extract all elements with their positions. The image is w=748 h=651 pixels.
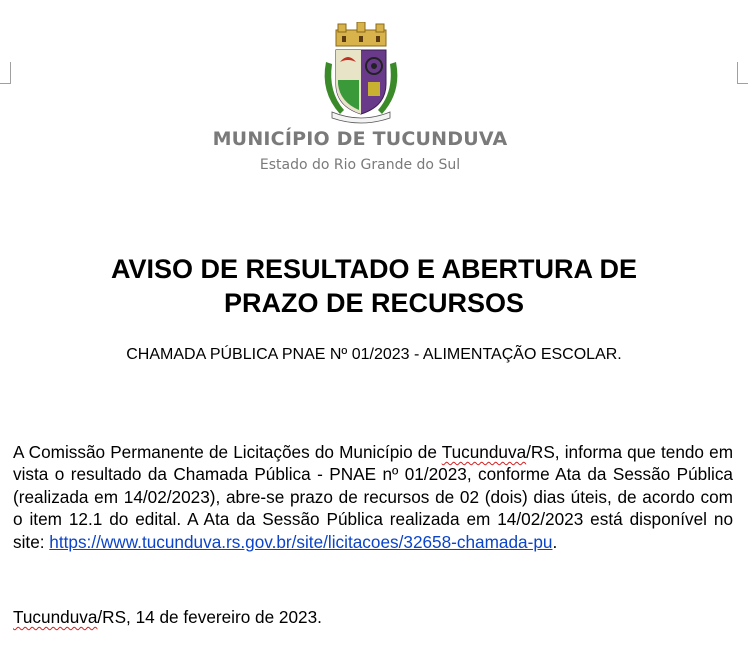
- body-city-word: Tucunduva: [441, 442, 527, 462]
- page-margin-marker-right: [737, 62, 748, 84]
- notice-subtitle: CHAMADA PÚBLICA PNAE Nº 01/2023 - ALIMENTAÇÃO ESCOLAR.: [126, 346, 622, 363]
- notice-title: [0, 252, 748, 320]
- page-margin-marker-left: [0, 62, 11, 84]
- state-name: Estado do Rio Grande do Sul: [259, 157, 461, 173]
- municipality-name: MUNICÍPIO DE TUCUNDUVA: [212, 128, 508, 150]
- closing-city-word: Tucunduva: [13, 607, 98, 627]
- results-link[interactable]: https://www.tucunduva.rs.gov.br/site/licitacoes/32658-chamada-pu: [49, 531, 553, 552]
- body-text-part-1: A Comissão Permanente de Licitações do Município de: [13, 442, 442, 462]
- notice-title-line-2: PRAZO DE RECURSOS: [223, 288, 525, 318]
- body-text-part-2: /RS, informa que tendo em vista o resultado da Chamada Pública - PNAE nº 01/2023, conforme Ata da Sessão Pública (realizada em 14/02/2023), abre-se prazo de recursos de 02 (dois) dias úteis, de acordo com o item 12.1 do edital. A Ata da Sessão Pública realizada em 14/02/2023 está disponível no site:: [13, 442, 734, 552]
- notice-title-line-1: AVISO DE RESULTADO E ABERTURA DE: [110, 254, 638, 284]
- closing-date-text: /RS, 14 de fevereiro de 2023.: [97, 607, 322, 627]
- closing-date-line: [13, 607, 322, 628]
- notice-body-paragraph: [13, 441, 733, 553]
- municipal-coat-of-arms-icon: [318, 22, 404, 126]
- body-text-part-3: .: [552, 531, 558, 552]
